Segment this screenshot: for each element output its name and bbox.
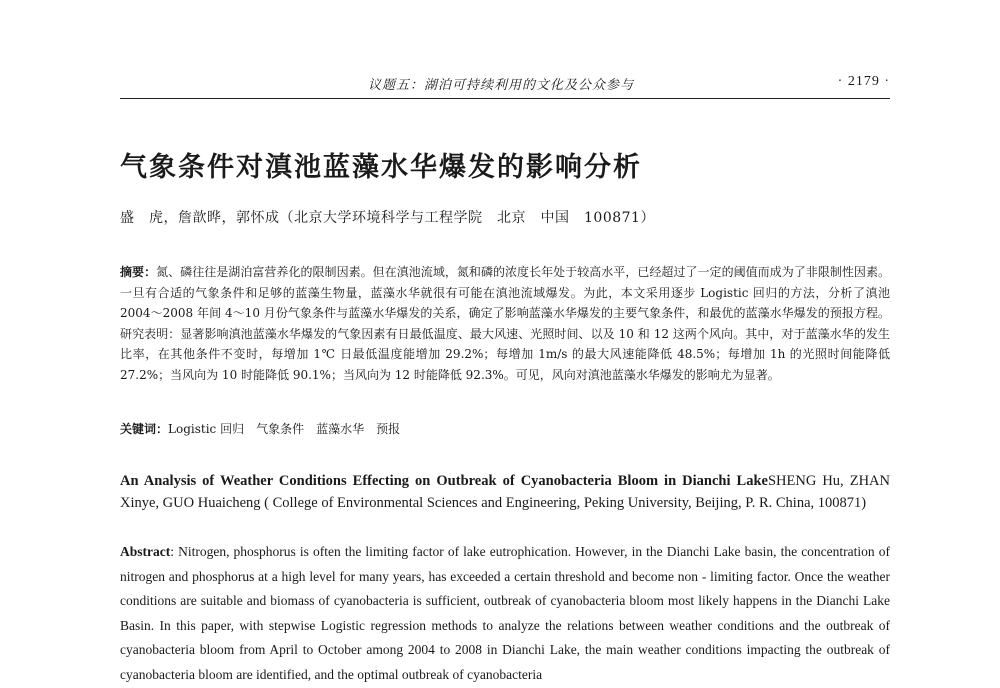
abstract-english-label: Abstract <box>120 544 171 559</box>
keywords-chinese-text: Logistic 回归 气象条件 蓝藻水华 预报 <box>168 422 401 436</box>
keywords-chinese <box>120 420 890 437</box>
english-authors: SHENG Hu, ZHAN Xinye, GUO Huaicheng ( College of Environmental Sciences and Engineering, Peking University, Beijing, P. R. China, 100871) <box>120 473 890 511</box>
running-header <box>120 70 890 94</box>
english-title: An Analysis of Weather Conditions Effecting on Outbreak of Cyanobacteria Bloom in Dianchi Lake <box>120 473 768 489</box>
paper-title-english <box>120 470 890 514</box>
authors-chinese: 盛 虎，詹歆晔，郭怀成（北京大学环境科学与工程学院 北京 中国 100871） <box>120 210 655 226</box>
abstract-chinese <box>120 262 890 385</box>
paper-title-chinese: 气象条件对滇池蓝藻水华爆发的影响分析 <box>120 152 642 183</box>
keywords-chinese-label: 关键词： <box>120 422 169 436</box>
abstract-english-text: : Nitrogen, phosphorus is often the limiting factor of lake eutrophication. However, in the Dianchi Lake basin, the concentration of nitrogen and phosphorus at a high level for many years, has exceeded a certain threshold and become non - limiting factor. Once the weather conditions are suitable and biomass of cyanobacteria is sufficient, outbreak of cyanobacteria bloom most likely happens in the Dianchi Lake Basin. In this paper, with stepwise Logistic regression methods to analyze the relations between weather conditions and the outbreak of cyanobacteria bloom from April to October among 2004 to 2008 in Dianchi Lake, the main weather conditions impacting the outbreak of cyanobacteria bloom are identified, and the optimal outbreak of cyanobacteria <box>120 544 890 682</box>
page-number: · 2179 · <box>837 74 890 89</box>
abstract-chinese-text: 氮、磷往往是湖泊富营养化的限制因素。但在滇池流域，氮和磷的浓度长年处于较高水平，已经超过了一定的阈值而成为了非限制性因素。一旦有合适的气象条件和足够的蓝藻生物量，蓝藻水华就很有可能在滇池流域爆发。为此，本文采用逐步 Logistic 回归的方法，分析了滇池 2004～2008 年间 4～10 月份气象条件与蓝藻水华爆发的关系，确定了影响蓝藻水华爆发的主要气象条件，和最优的蓝藻水华爆发的预报方程。研究表明：显著影响滇池蓝藻水华爆发的气象因素有日最低温度、最大风速、光照时间、以及 10 和 12 这两个风向。其中，对于蓝藻水华的发生比率，在其他条件不变时，每增加 1℃ 日最低温度能增加 29.2%；每增加 1m/s 的最大风速能降低 48.5%；每增加 1h 的光照时间能降低 27.2%；当风向为 10 时能降低 90.1%；当风向为 12 时能降低 92.3%。可见，风向对滇池蓝藻水华爆发的影响尤为显著。 <box>120 265 890 382</box>
abstract-english <box>120 540 890 687</box>
abstract-chinese-label: 摘要： <box>120 265 157 279</box>
header-rule <box>120 98 890 99</box>
running-header-topic: 议题五：湖泊可持续利用的文化及公众参与 <box>368 78 635 93</box>
